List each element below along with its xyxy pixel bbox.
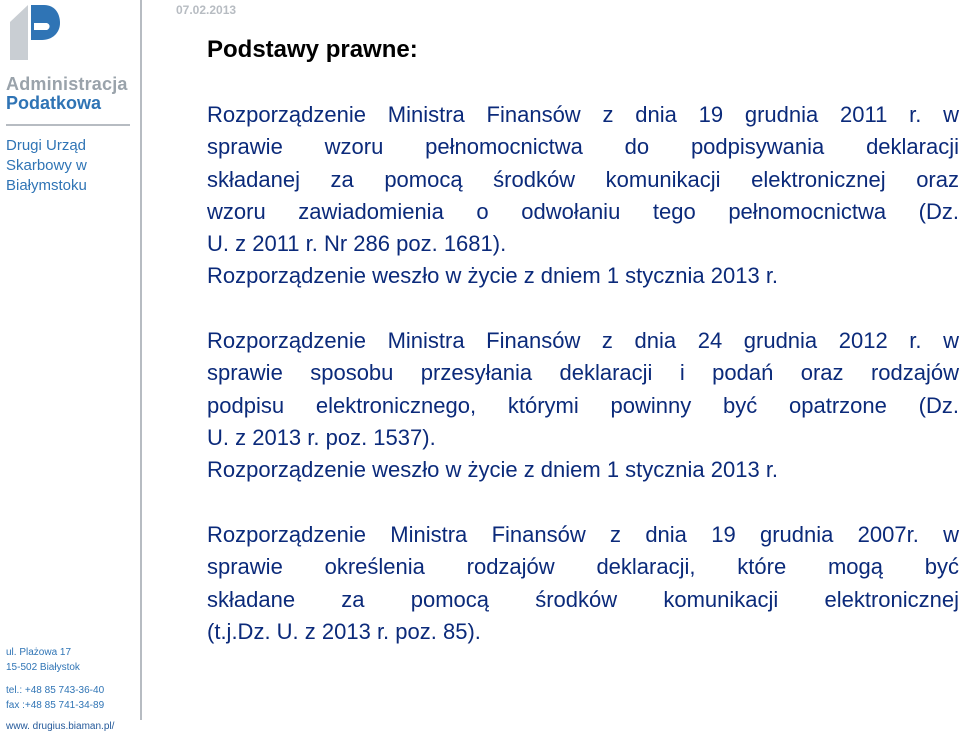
phone-line: tel.: +48 85 743-36-40 <box>6 685 105 696</box>
address-line: ul. Plażowa 17 <box>6 647 72 658</box>
paragraph-line: składanej za pomocą środków komunikacji elektronicznej oraz <box>207 166 959 192</box>
paragraph-3 <box>207 519 959 648</box>
brand-line-2: Podatkowa <box>6 93 102 113</box>
office-name <box>6 136 87 196</box>
paragraph-line: sprawie sposobu przesyłania deklaracji i podań oraz rodzajów <box>207 360 959 386</box>
paragraph-2 <box>207 325 959 486</box>
sidebar <box>0 0 140 732</box>
paragraph-line: składane za pomocą środków komunikacji elektronicznej <box>207 586 959 612</box>
paragraph-line: U. z 2011 r. Nr 286 poz. 1681). <box>207 231 507 257</box>
contact-block <box>6 645 114 734</box>
address-line: 15-502 Białystok <box>6 662 80 673</box>
paragraph-line: podpisu elektronicznego, którymi powinny być opatrzone (Dz. <box>207 392 959 418</box>
office-line: Drugi Urząd <box>6 137 87 154</box>
fax-line: fax :+48 85 741-34-89 <box>6 700 105 711</box>
website-link[interactable]: www. drugius.biaman.pl/ <box>6 721 115 732</box>
paragraph-line: Rozporządzenie weszło w życie z dniem 1 stycznia 2013 r. <box>207 457 779 483</box>
paragraph-line: sprawie wzoru pełnomocnictwa do podpisywania deklaracji <box>207 134 959 160</box>
paragraph-line: Rozporządzenie Ministra Finansów z dnia 19 grudnia 2007r. w <box>207 522 959 547</box>
paragraph-line: (t.j.Dz. U. z 2013 r. poz. 85). <box>207 618 481 644</box>
office-line: Skarbowy w <box>6 157 87 174</box>
sidebar-divider <box>6 124 130 126</box>
paragraph-line: Rozporządzenie Ministra Finansów z dnia 19 grudnia 2011 r. w <box>207 102 959 127</box>
paragraph-line: wzoru zawiadomienia o odwołaniu tego pełnomocnictwa (Dz. <box>207 198 959 224</box>
paragraph-line: Rozporządzenie weszło w życie z dniem 1 stycznia 2013 r. <box>207 263 779 289</box>
paragraph-line: sprawie określenia rodzajów deklaracji, które mogą być <box>207 554 959 580</box>
brand-line-1: Administracja <box>6 74 128 94</box>
sidebar-separator <box>140 0 142 720</box>
administracja-podatkowa-logo-icon <box>4 2 60 62</box>
office-line: Białymstoku <box>6 177 87 194</box>
slide-date: 07.02.2013 <box>176 3 237 17</box>
paragraph-1 <box>207 99 959 293</box>
page-title: Podstawy prawne: <box>207 36 418 63</box>
paragraph-line: Rozporządzenie Ministra Finansów z dnia 24 grudnia 2012 r. w <box>207 328 959 353</box>
paragraph-line: U. z 2013 r. poz. 1537). <box>207 424 436 450</box>
